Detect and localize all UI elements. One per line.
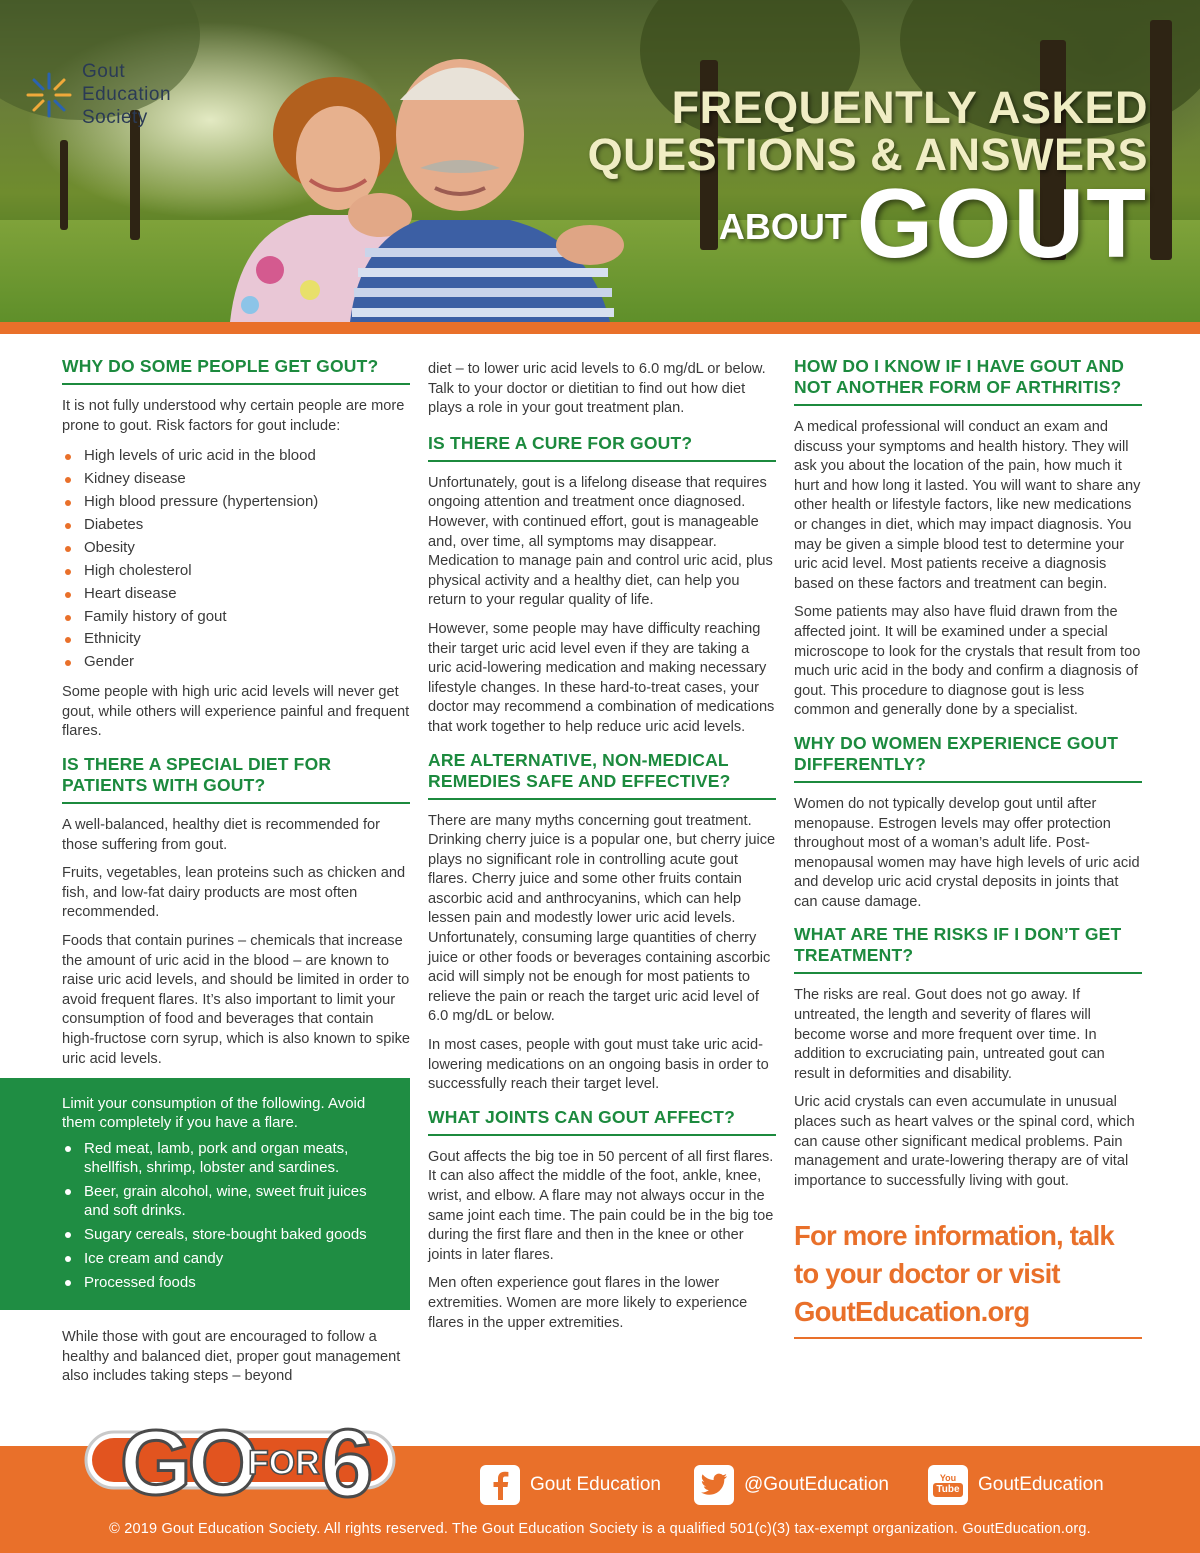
list-item: Sugary cereals, store-bought baked goods — [62, 1225, 390, 1244]
list-item: High cholesterol — [62, 560, 410, 583]
section-cure — [428, 433, 776, 738]
list-item: Diabetes — [62, 514, 410, 537]
paragraph: diet – to lower uric acid levels to 6.0 mg/dL or below. Talk to your doctor or dietitian to find out how diet plays a role in your gout treatment plan. — [428, 361, 766, 417]
logo-line: Society — [82, 107, 148, 128]
list-item: High levels of uric acid in the blood — [62, 445, 410, 468]
section-heading: WHY DO WOMEN EXPERIENCE GOUT DIFFERENTLY? — [794, 733, 1142, 783]
list-item: Processed foods — [62, 1273, 390, 1292]
paragraph: Some people with high uric acid levels will never get gout, while others will experience painful and frequent flares. — [62, 684, 410, 740]
youtube-icon: You Tube — [928, 1465, 968, 1505]
paragraph: However, some people may have difficulty reaching their target uric acid level even if they are taking a uric acid-lowering medication and making necessary lifestyle changes. In these hard-to-treat cases, your doctor may recommend a combination of medications that work together to help reduce uric acid levels. — [428, 620, 775, 735]
paragraph: Foods that contain purines – chemicals that increase the amount of uric acid in the blood – are known to raise uric acid levels, and should be limited in order to avoid frequent flares. It’s also important to limit your consumption of food and beverages that contain high-fructose corn syrup, which is also known to spike uric acid levels. — [62, 933, 410, 1067]
facebook-label: Gout Education — [530, 1474, 661, 1495]
section-alternative-remedies — [428, 750, 776, 1095]
column-1-bottom — [62, 1328, 407, 1396]
paragraph: Unfortunately, gout is a lifelong disease that requires ongoing attention and treatment once diagnosed. However, with continued effort, gout is manageable and, over time, all symptoms may disappear. Medication to manage pain and control uric acid, plus physical activity and a healthy diet, can help you return to your regular quality of life. — [428, 474, 773, 609]
logo-text — [82, 60, 171, 129]
logo-line: Education — [82, 84, 172, 105]
facebook-icon — [480, 1465, 520, 1505]
header-divider — [0, 322, 1200, 334]
paragraph: While those with gout are encouraged to follow a healthy and balanced diet, proper gout management also includes taking steps – beyond — [62, 1329, 401, 1385]
paragraph: A medical professional will conduct an exam and discuss your symptoms and health history. They will ask you about the location of the pain, how much it hurt and how long it lasted. You will want to share any other health or lifestyle factors, like new medications or changes in diet, which may impact diagnosis. You may be given a simple blood test to determine your uric acid level. Most patients receive a diagnosis based on these factors and treatment can begin. — [794, 419, 1141, 592]
paragraph: A well-balanced, healthy diet is recommended for those suffering from gout. — [62, 817, 380, 853]
tree-trunk — [130, 110, 140, 240]
section-heading: IS THERE A CURE FOR GOUT? — [428, 433, 776, 462]
paragraph: Gout affects the big toe in 50 percent of all first flares. It can also affect the middle of the foot, ankle, knee, wrist, and elbow. A flare may not always occur in the same joint each time. The pain could be in the big toe during the first flare and then in the knee or other joints in later flares. — [428, 1148, 774, 1263]
section-heading: WHAT JOINTS CAN GOUT AFFECT? — [428, 1107, 776, 1136]
section-women — [794, 733, 1142, 913]
limit-consumption-callout — [0, 1078, 410, 1310]
list-item: Beer, grain alcohol, wine, sweet fruit juices and soft drinks. — [62, 1182, 390, 1220]
paragraph: The risks are real. Gout does not go away. If untreated, the length and severity of flares will become worse and more frequent over time. In addition to excruciating pain, untreated gout can result in deformities and disability. — [794, 987, 1105, 1082]
header-banner — [0, 0, 1200, 322]
column-1 — [62, 356, 410, 1081]
section-diagnosis — [794, 356, 1142, 721]
paragraph: It is not fully understood why certain people are more prone to gout. Risk factors for gout include: — [62, 398, 405, 434]
section-heading: HOW DO I KNOW IF I HAVE GOUT AND NOT ANOTHER FORM OF ARTHRITIS? — [794, 356, 1142, 406]
starburst-logo-icon — [26, 72, 72, 118]
list-item: Obesity — [62, 537, 410, 560]
paragraph: Fruits, vegetables, lean proteins such as chicken and fish, and low-fat dairy products are most often recommended. — [62, 865, 406, 921]
paragraph: Some patients may also have fluid drawn from the affected joint. It will be examined under a special microscope to look for the crystals that result from too much uric acid in the body and confirm a diagnosis of gout. This procedure to diagnose gout is less common and generally done by a specialist. — [794, 604, 1141, 719]
paragraph: There are many myths concerning gout treatment. Drinking cherry juice is a popular one, but cherry juice plays no significant role in controlling acute gout flares. Cherry juice and some other fruits contain ascorbic acid and anthrocyanins, which can help lessen pain and modestly lower uric acid levels. Unfortunately, consuming large quantities of cherry juice or other foods or beverages containing ascorbic acid will simply not be enough for most patients to relieve the pain or reach the target uric acid level of 6.0 mg/dL or below. — [428, 812, 776, 1025]
risk-factor-list — [62, 445, 410, 674]
logo-line: Gout — [82, 61, 126, 82]
social-facebook[interactable] — [480, 1465, 661, 1505]
go-for-6-logo — [80, 1410, 400, 1506]
tree-trunk — [60, 140, 68, 230]
title-about: ABOUT — [718, 206, 847, 247]
section-special-diet — [62, 754, 410, 1069]
section-heading: WHY DO SOME PEOPLE GET GOUT? — [62, 356, 410, 385]
paragraph: Uric acid crystals can even accumulate in unusual places such as heart valves or the spinal cord, which can cause other significant medical problems. Pain management and urate-lowering therapy are of vital importance to successfully living with gout. — [794, 1094, 1135, 1189]
more-info-link[interactable]: For more information, talk to your doctor or visit GoutEducation.org — [794, 1217, 1142, 1339]
paragraph: Men often experience gout flares in the lower extremities. Women are more likely to experience flares in the upper extremities. — [428, 1275, 748, 1331]
list-item: Family history of gout — [62, 606, 410, 629]
list-item: High blood pressure (hypertension) — [62, 491, 410, 514]
copyright-text: © 2019 Gout Education Society. All rights reserved. The Gout Education Society is a qualified 501(c)(3) tax-exempt organization. GoutEducation.org. — [109, 1521, 1091, 1537]
list-item: Red meat, lamb, pork and organ meats, shellfish, shrimp, lobster and sardines. — [62, 1139, 390, 1177]
title-line1: FREQUENTLY ASKED — [671, 82, 1148, 133]
title-line3 — [588, 168, 1148, 278]
gout-education-society-logo[interactable] — [26, 60, 171, 129]
callout-intro: Limit your consumption of the following. Avoid them completely if you have a flare. — [62, 1095, 366, 1131]
twitter-icon — [694, 1465, 734, 1505]
list-item: Gender — [62, 651, 410, 674]
paragraph: Women do not typically develop gout until after menopause. Estrogen levels may offer protection throughout most of a woman’s adult life. Post-menopausal women may have high levels of uric acid and develop uric acid crystal deposits in joints that can cause damage. — [794, 795, 1140, 910]
couple-photo — [190, 40, 640, 322]
list-item: Ethnicity — [62, 628, 410, 651]
section-joints — [428, 1107, 776, 1333]
for-text: FOR — [248, 1444, 320, 1482]
section-heading: ARE ALTERNATIVE, NON-MEDICAL REMEDIES SAFE AND EFFECTIVE? — [428, 750, 776, 800]
column-3 — [794, 356, 1142, 1339]
title-gout: GOUT — [856, 168, 1148, 278]
tree-trunk — [1150, 20, 1172, 260]
list-item: Kidney disease — [62, 468, 410, 491]
social-twitter[interactable] — [694, 1465, 889, 1505]
list-item: Ice cream and candy — [62, 1249, 390, 1268]
title-line2: QUESTIONS & ANSWERS — [587, 129, 1148, 180]
youtube-label: GoutEducation — [978, 1474, 1104, 1495]
section-why-gout — [62, 356, 410, 742]
twitter-label: @GoutEducation — [744, 1474, 889, 1495]
social-youtube[interactable] — [928, 1465, 1104, 1505]
section-risks — [794, 924, 1142, 1191]
six-text: 6 — [320, 1410, 374, 1506]
column-2 — [428, 360, 776, 1345]
page-title — [587, 82, 1148, 278]
paragraph: In most cases, people with gout must take uric acid-lowering medications on an ongoing basis in order to successfully reach their target level. — [428, 1037, 769, 1093]
section-heading: WHAT ARE THE RISKS IF I DON’T GET TREATMENT? — [794, 924, 1142, 974]
go-text: GO — [120, 1412, 256, 1506]
avoid-food-list — [62, 1139, 390, 1292]
section-heading: IS THERE A SPECIAL DIET FOR PATIENTS WITH GOUT? — [62, 754, 410, 804]
list-item: Heart disease — [62, 583, 410, 606]
